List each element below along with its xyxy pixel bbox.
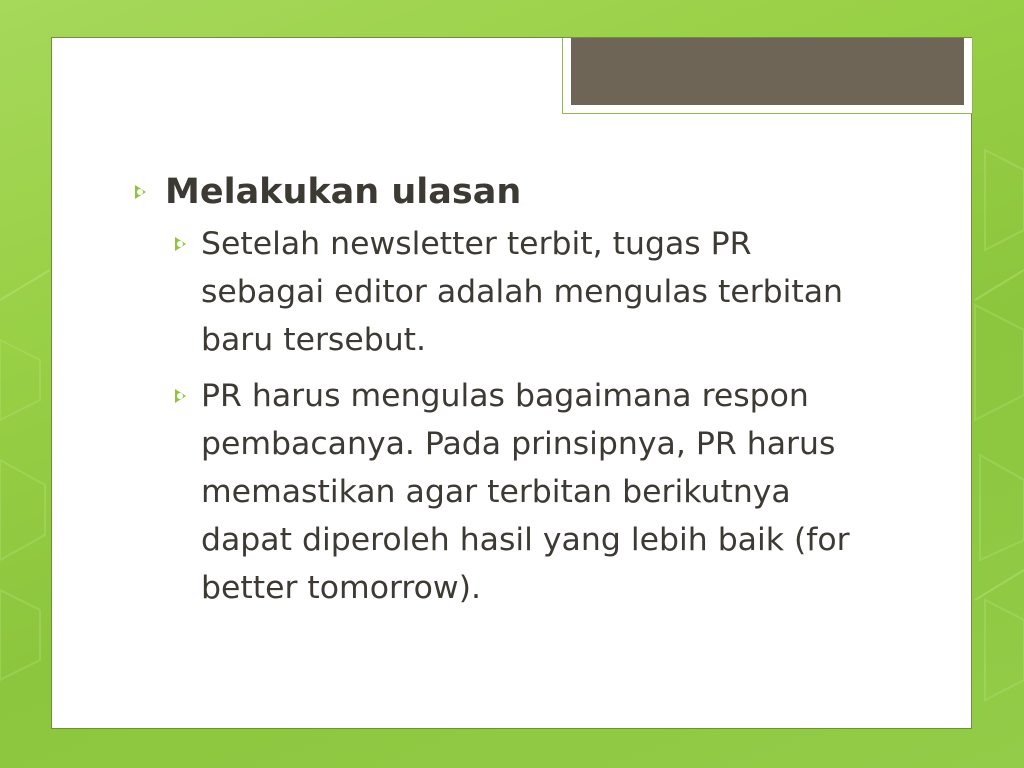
circle-arrow-bullet-icon xyxy=(175,237,186,251)
bullet-point xyxy=(175,220,895,364)
heading-text: Melakukan ulasan xyxy=(165,172,522,212)
title-placeholder-box xyxy=(562,38,973,114)
title-placeholder-fill xyxy=(571,38,964,105)
bullet-heading xyxy=(135,170,895,214)
bullet-point-text: Setelah newsletter terbit, tugas PR sebagai editor adalah mengulas terbitan baru tersebut. xyxy=(201,226,844,358)
bullet-point-text: PR harus mengulas bagaimana respon pembacanya. Pada prinsipnya, PR harus memastikan agar terbitan berikutnya dapat diperoleh hasil yang lebih baik (for better tomorrow). xyxy=(201,378,850,606)
bullet-point xyxy=(175,372,895,612)
circle-arrow-bullet-icon xyxy=(135,185,146,199)
slide-body xyxy=(135,170,895,620)
circle-arrow-bullet-icon xyxy=(175,389,186,403)
